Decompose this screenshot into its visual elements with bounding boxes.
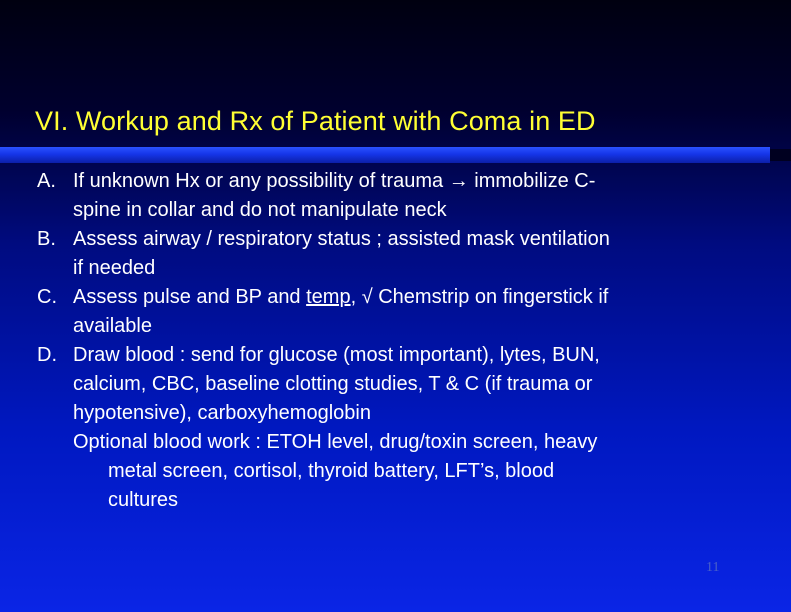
text-segment: Assess pulse and BP and: [73, 286, 307, 308]
list-marker: C.: [37, 286, 57, 308]
list-item-text: available: [73, 315, 152, 337]
list-item-text: calcium, CBC, baseline clotting studies, T & C (if trauma or: [73, 373, 593, 395]
list-item-text: hypotensive), carboxyhemoglobin: [73, 402, 371, 424]
optional-text: Optional blood work : ETOH level, drug/toxin screen, heavy: [73, 431, 598, 453]
list-item-text: Assess airway / respiratory status ; assisted mask ventilation: [73, 228, 610, 250]
divider-band: [0, 147, 770, 163]
slide-number: 11: [706, 560, 720, 575]
list-item-text: if needed: [73, 257, 156, 279]
list-marker: B.: [37, 228, 56, 250]
text-segment: , √ Chemstrip on fingerstick if: [350, 286, 609, 308]
list-item-text: If unknown Hx or any possibility of trauma → immobilize C-: [73, 170, 596, 192]
underlined-word: temp: [306, 286, 351, 308]
list-item-text: spine in collar and do not manipulate neck: [73, 199, 447, 221]
list-item-text: [73, 283, 608, 312]
list-marker: A.: [37, 170, 56, 192]
optional-text: cultures: [108, 489, 179, 511]
list-item-text: Draw blood : send for glucose (most important), lytes, BUN,: [73, 344, 600, 366]
title-divider: [0, 147, 791, 163]
divider-end-notch: [770, 149, 791, 161]
slide-title: VI. Workup and Rx of Patient with Coma in ED: [35, 106, 596, 136]
optional-text: metal screen, cortisol, thyroid battery, LFT’s, blood: [108, 460, 555, 482]
list-marker: D.: [37, 344, 57, 366]
